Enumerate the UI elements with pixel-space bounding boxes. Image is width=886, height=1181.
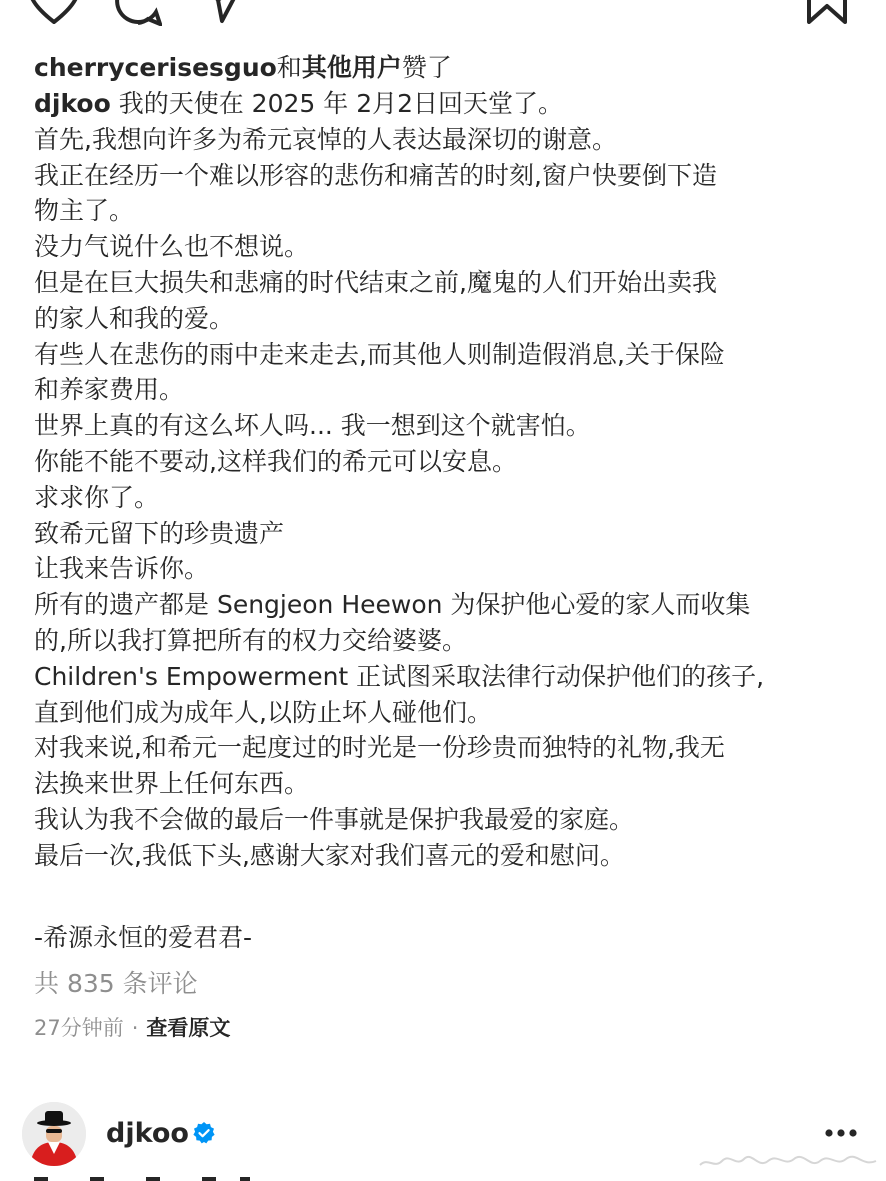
caption-line: 我正在经历一个难以形容的悲伤和痛苦的时刻,窗户快要倒下造 (34, 160, 717, 190)
caption-line: 致希元留下的珍贵遗产 (34, 518, 285, 548)
other-likers-link[interactable]: 其他用户 (301, 53, 402, 82)
caption-line: 所有的遗产都是 Sengjeon Heewon 为保护他心爱的家人而收集 (34, 590, 751, 620)
caption-line: 对我来说,和希元一起度过的时光是一份珍贵而独特的礼物,我无 (34, 733, 725, 763)
caption-line (34, 86, 864, 122)
caption-line-text: 我的天使在 2025 年 2月2日回天堂了。 (110, 89, 564, 118)
caption-line: 和养家费用。 (34, 375, 185, 405)
caption-signature: -希源永恒的爱君君- (34, 923, 253, 952)
caption-line: 你能不能不要动,这样我们的希元可以安息。 (34, 446, 517, 476)
caption-line: 有些人在悲伤的雨中走来走去,而其他人则制造假消息,关于保险 (34, 339, 725, 369)
likes-suffix: 赞了 (401, 53, 452, 82)
caption-line: 我认为我不会做的最后一件事就是保护我最爱的家庭。 (34, 804, 635, 834)
bookmark-icon[interactable] (806, 0, 848, 24)
caption-line: 没力气说什么也不想说。 (34, 232, 310, 262)
likes-connector: 和 (276, 53, 302, 82)
caption-line: 求求你了。 (34, 482, 160, 512)
meta-separator: · (131, 1016, 139, 1040)
post-action-bar (0, 0, 886, 28)
caption-line: 世界上真的有这么坏人吗... 我一想到这个就害怕。 (34, 411, 591, 441)
post-caption (34, 86, 864, 874)
more-options-icon[interactable] (824, 1128, 858, 1138)
send-icon[interactable] (200, 0, 246, 24)
caption-username-link[interactable]: djkoo (34, 89, 111, 118)
verified-badge-icon (192, 1121, 216, 1145)
watermark-decoration (698, 1153, 878, 1171)
comment-icon[interactable] (114, 0, 162, 26)
caption-line: 的,所以我打算把所有的权力交给婆婆。 (34, 625, 467, 655)
heart-icon[interactable] (28, 0, 80, 24)
caption-line: Children's Empowerment 正试图采取法律行动保护他们的孩子, (34, 661, 765, 691)
liker-username-link[interactable]: cherrycerisesguo (34, 53, 277, 82)
caption-line: 物主了。 (34, 196, 135, 226)
post-timestamp: 27分钟前 (34, 1016, 124, 1040)
caption-line: 法换来世界上任何东西。 (34, 769, 310, 799)
post-meta (34, 1012, 230, 1044)
avatar-image (22, 1102, 86, 1166)
likes-summary (34, 50, 452, 86)
caption-line: 直到他们成为成年人,以防止坏人碰他们。 (34, 697, 492, 727)
next-post-image-edge (0, 1174, 886, 1181)
caption-line: 但是在巨大损失和悲痛的时代结束之前,魔鬼的人们开始出卖我 (34, 267, 717, 297)
next-post-username-link[interactable]: djkoo (106, 1118, 189, 1149)
avatar[interactable] (22, 1102, 86, 1166)
view-comments-link[interactable]: 共 835 条评论 (34, 969, 198, 998)
caption-line: 让我来告诉你。 (34, 554, 210, 584)
caption-line: 最后一次,我低下头,感谢大家对我们喜元的爱和慰问。 (34, 840, 625, 870)
caption-line: 首先,我想向许多为希元哀悼的人表达最深切的谢意。 (34, 124, 617, 154)
caption-line: 的家人和我的爱。 (34, 303, 235, 333)
view-original-link[interactable]: 查看原文 (146, 1016, 231, 1040)
